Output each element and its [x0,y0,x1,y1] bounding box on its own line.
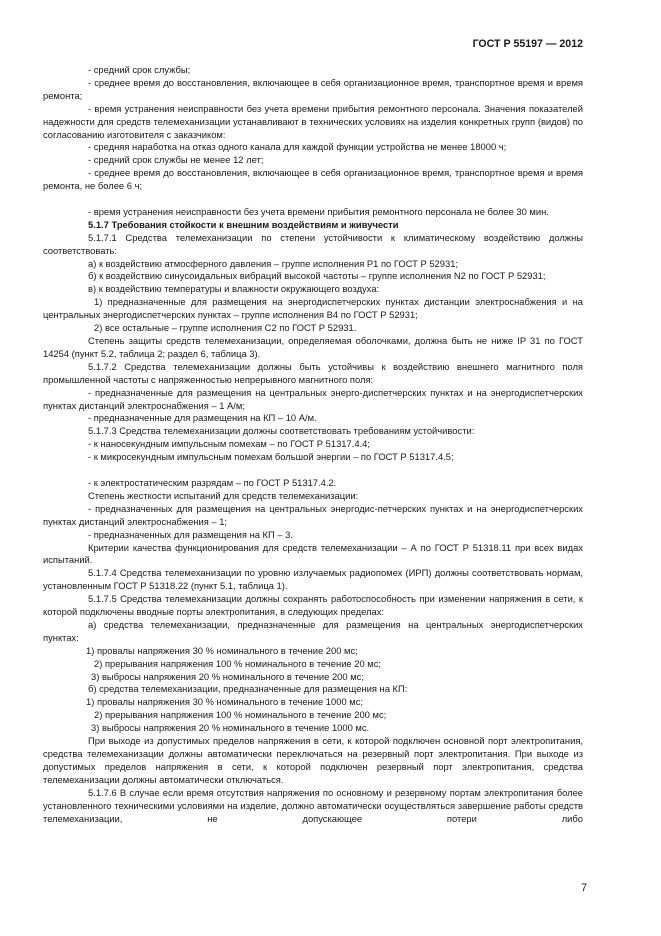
paragraph: а) к воздействию атмосферного давления – группе исполнения Р1 по ГОСТ Р 52931; [88,257,459,269]
paragraph: - время устранения неисправности без учета времени прибытия ремонтного персонала. Значения показателей надежности для средств телемеханизации устанавливают в технических условиях на изделия конкретных групп (видов) по согласованию изготовителя с заказчиком: [43,102,583,140]
paragraph: - среднее время до восстановления, включающее в себя организационное время, транспортное время и время ремонта; [43,76,583,101]
paragraph: 3) выбросы напряжения 20 % номинального в течение 1000 мс. [91,722,370,734]
paragraph: - к микросекундным импульсным помехам большой энергии – по ГОСТ Р 51317.4.5; [88,451,454,463]
paragraph: 1) предназначенные для размещения на энергодиспетчерских пунктах дистанции электроснабжения и на центральных энергодиспетчерских пунктах – группе исполнения В4 по ГОСТ Р 52931; [43,296,583,321]
paragraph: 2) все остальные – группе исполнения С2 по ГОСТ Р 52931. [94,322,357,334]
paragraph: 5.1.7.2 Средства телемеханизации должны быть устойчивы к воздействию внешнего магнитного поля промышленной частоты с напряженностью непрерывного магнитного поля: [43,360,583,385]
paragraph: 1) провалы напряжения 30 % номинального в течение 200 мс; [86,644,358,656]
paragraph: 2) прерывания напряжения 100 % номинального в течение 20 мс; [94,657,382,669]
paragraph: в) к воздействию температуры и влажности окружающего воздуха: [88,283,380,295]
paragraph: При выходе из допустимых пределов напряжения в сети, к которой подключен основной порт электропитания, средства телемеханизации должны автоматически переключаться на резервный порт электропитания. При выходе из допустимых пределов напряжения в сети, к которой подключен резервный порт электропитания, средства телемеханизации должны автоматически отключаться. [43,735,583,785]
paragraph: Степень жесткости испытаний для средств телемеханизации: [88,489,359,501]
paragraph: - время устранения неисправности без учета времени прибытия ремонтного персонала не более 30 мин. [88,205,549,217]
document-header: ГОСТ Р 55197 — 2012 [472,38,583,50]
paragraph: 5.1.7.5 Средства телемеханизации должны сохранять работоспособность при изменении напряжения в сети, к которой подключены вводные порты электропитания, в следующих пределах: [43,593,583,618]
paragraph: Степень защиты средств телемеханизации, определяемая оболочками, должна быть не ниже IP 31 по ГОСТ 14254 (пункт 5.2, таблица 2; раздел 6, таблица 3). [43,335,583,359]
paragraph: Критерии качества функционирования для средств телемеханизации – А по ГОСТ Р 51318.11 при всех видах испытаний. [43,541,583,566]
paragraph: 5.1.7.3 Средства телемеханизации должны соответствовать требованиям устойчивости: [88,425,475,437]
paragraph: - к электростатическим разрядам – по ГОСТ Р 51317.4.2. [88,476,337,488]
paragraph: - предназначенные для размещения на КП – 10 А/м. [88,412,317,424]
paragraph: - предназначенных для размещения на КП – 3. [88,528,294,540]
paragraph: б) к воздействию синусоидальных вибраций высокой частоты – группе исполнения N2 по ГОСТ Р 52931; [88,270,546,282]
paragraph: 5.1.7.1 Средства телемеханизации по степени устойчивости к климатическому воздействию должны соответствовать: [43,231,583,256]
paragraph: - к наносекундным импульсным помехам – по ГОСТ Р 51317.4.4; [88,438,370,450]
paragraph: - средний срок службы; [88,64,191,75]
paragraph: - предназначенных для размещения на центральных энергодис-петчерских пунктах и на энергодиспетчерских пунктах дистанций электроснабжения – 1; [43,502,583,527]
paragraph: - средний срок службы не менее 12 лет; [88,154,264,166]
paragraph: 1) провалы напряжения 30 % номинального в течение 1000 мс; [86,696,364,708]
document-body [43,64,583,838]
paragraph: 3) выбросы напряжения 20 % номинального в течение 200 мс; [91,670,364,682]
section-heading: 5.1.7 Требования стойкости к внешним воздействиям и живучести [88,218,399,230]
paragraph: - средняя наработка на отказ одного канала для каждой функции устройства не менее 18000 ч; [88,141,507,153]
paragraph: - среднее время до восстановления, включающее в себя организационное время, транспортное время и время ремонта, не более 6 ч; [43,167,583,192]
paragraph: - предназначенные для размещения на центральных энерго-диспетчерских пунктах и на энергодиспетчерских пунктах дистанций электроснабжения – 1 А/м; [43,386,583,411]
paragraph: 2) прерывания напряжения 100 % номинального в течение 200 мс; [94,709,387,721]
paragraph: 5.1.7.6 В случае если время отсутствия напряжения по основному и резервному портам электропитания более установленного техническими условиями на изделие, должно автоматически осуществляться завершение работы средств телемеханизации, не допускающее потери либо [43,786,583,824]
paragraph: б) средства телемеханизации, предназначенные для размещения на КП: [88,683,408,695]
paragraph: 5.1.7.4 Средства телемеханизации по уровню излучаемых радиопомех (ИРП) должны соответствовать нормам, установленным ГОСТ Р 51318.22 (пункт 5.1, таблица 1). [43,567,583,592]
paragraph: а) средства телемеханизации, предназначенные для размещения на центральных энергодиспетчерских пунктах: [43,618,583,643]
page-number: 7 [581,882,587,894]
